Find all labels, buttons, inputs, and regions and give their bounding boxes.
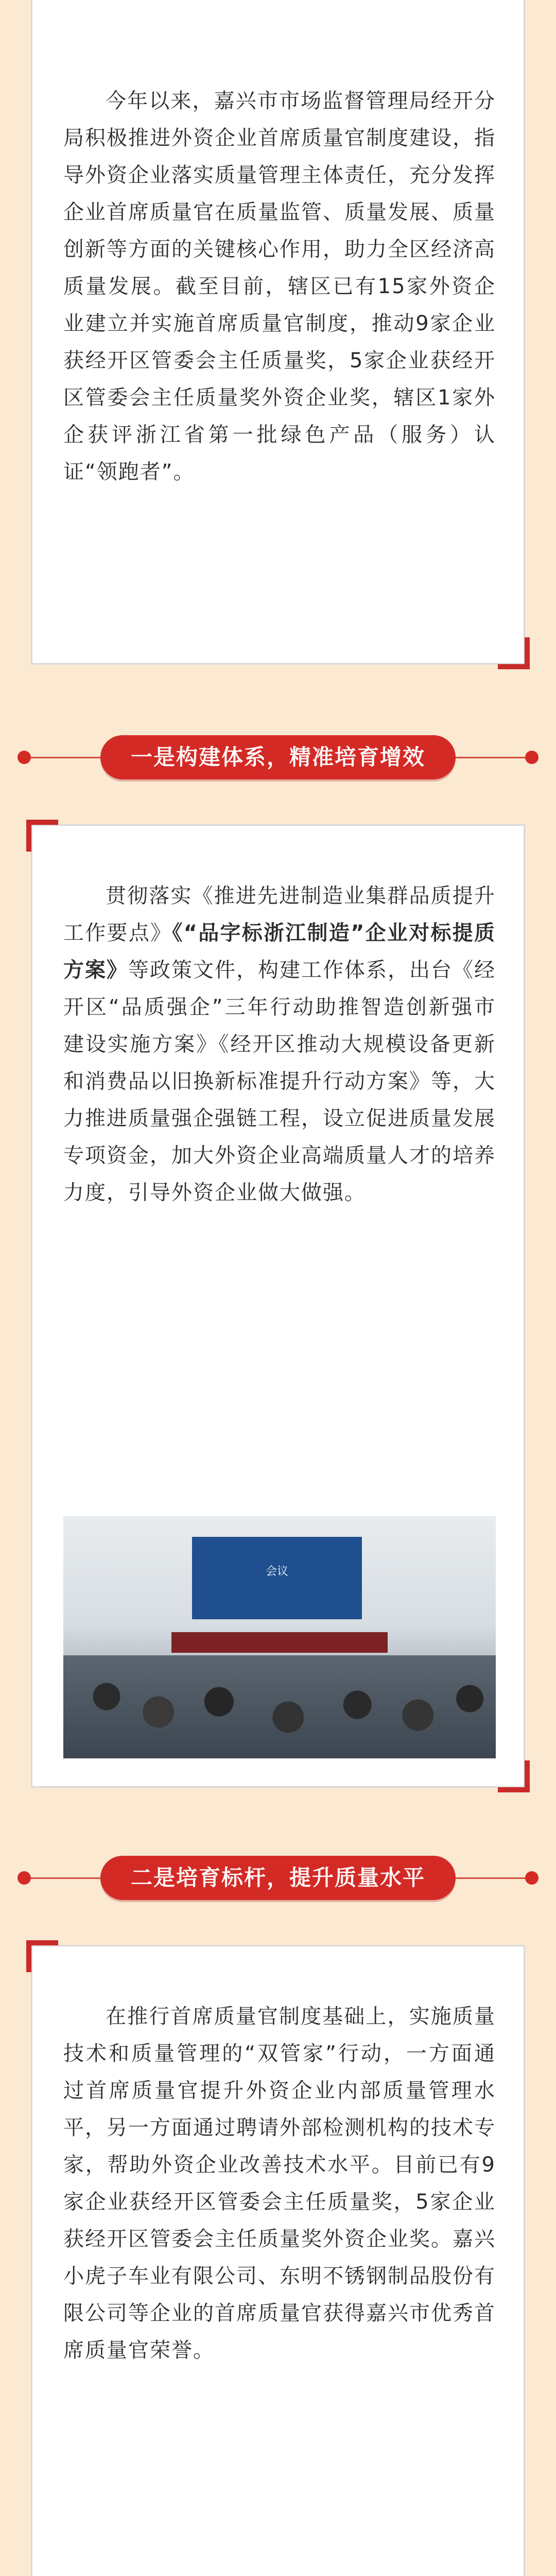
section-2-card [31, 1945, 525, 2576]
corner-decoration [498, 637, 530, 669]
section-2-paragraph: 在推行首席质量官制度基础上，实施质量技术和质量管理的“双管家”行动，一方面通过首席质量官提升外资企业内部质量管理水平，另一方面通过聘请外部检测机构的技术专家，帮助外资企业改善技术水平。目前已有9家企业获经开区管委会主任质量奖，5家企业获经开区管委会主任质量奖外资企业奖。嘉兴小虎子车业有限公司、东明不锈钢制品股份有限公司等企业的首席质量官获得嘉兴市优秀首席质量官荣誉。 [63, 2005, 496, 2362]
section-1-highlight: 《“品字标浙江制造”企业对标提质方案》 [63, 921, 496, 982]
section-1-text-start: 贯彻落实《推进先进制造业集群品质提升工作要点》 [63, 884, 496, 945]
intro-card [31, 0, 525, 665]
stage-desk [171, 1632, 388, 1653]
section-title-2 [0, 1850, 556, 1906]
section-1-card [31, 824, 525, 1788]
corner-decoration [498, 1760, 530, 1792]
meeting-photo [63, 1516, 496, 1758]
section-2-heading: 二是培育标杆，提升质量水平 [100, 1856, 456, 1900]
corner-decoration [26, 1940, 58, 1972]
section-1-paragraph [63, 877, 496, 1211]
stage-screen [192, 1537, 362, 1619]
section-1-heading: 一是构建体系，精准培育增效 [100, 735, 456, 779]
title-dot [18, 1871, 31, 1885]
title-dot [525, 1871, 538, 1885]
corner-decoration [26, 820, 58, 852]
audience [63, 1655, 496, 1758]
intro-paragraph: 今年以来，嘉兴市市场监督管理局经开分局积极推进外资企业首席质量官制度建设，指导外资企业落实质量管理主体责任，充分发挥企业首席质量官在质量监管、质量发展、质量创新等方面的关键核心作用，助力全区经济高质量发展。截至目前，辖区已有15家外资企业建立并实施首席质量官制度，推动9家企业获经开区管委会主任质量奖，5家企业获经开区管委会主任质量奖外资企业奖，辖区1家外企获评浙江省第一批绿色产品（服务）认证“领跑者”。 [63, 89, 496, 484]
section-1-text-end: 等政策文件，构建工作体系，出台《经开区“品质强企”三年行动助推智造创新强市建设实施方案》《经开区推动大规模设备更新和消费品以旧换新标准提升行动方案》等，大力推进质量强企强链工程，设立促进质量发展专项资金，加大外资企业高端质量人才的培养力度，引导外资企业做大做强。 [63, 958, 496, 1205]
title-dot [18, 751, 31, 764]
stage-screen-text: 会议 [265, 1565, 288, 1578]
section-title-1 [0, 729, 556, 786]
title-dot [525, 751, 538, 764]
